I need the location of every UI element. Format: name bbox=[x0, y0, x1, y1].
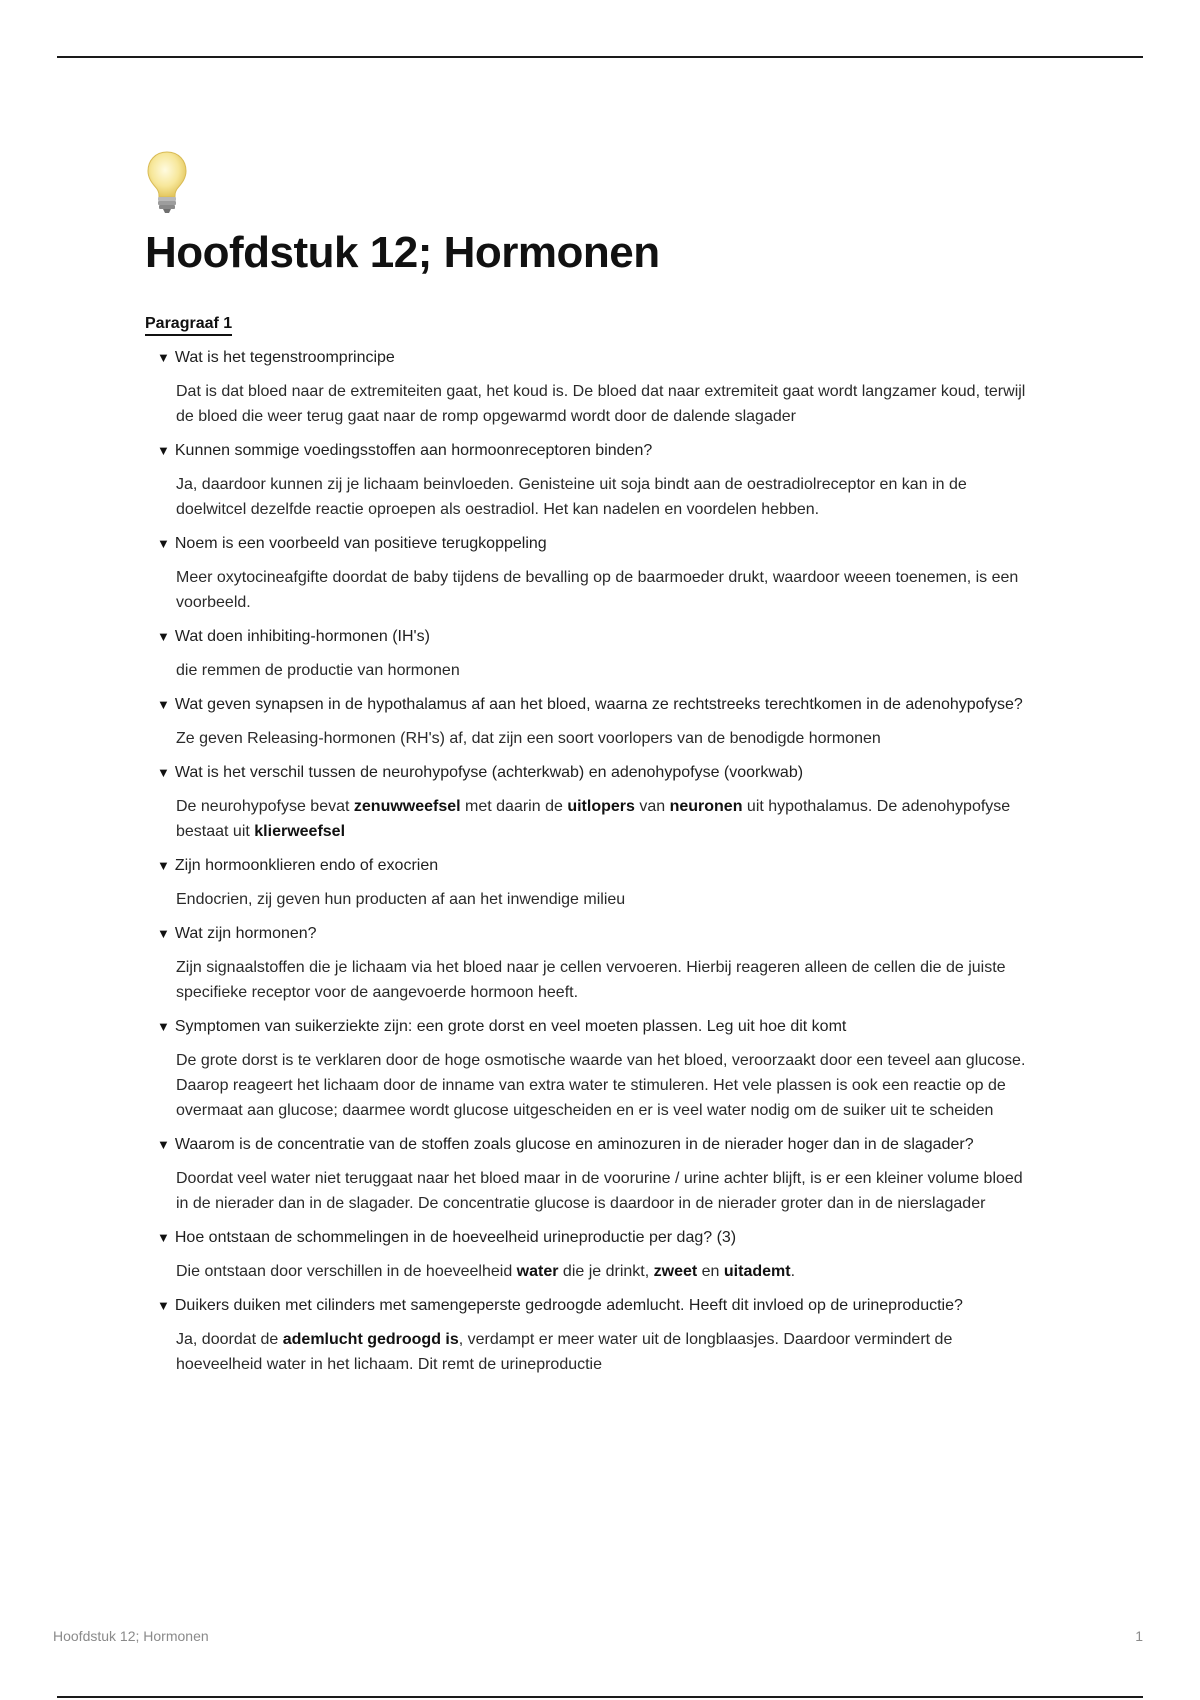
answer-text: die remmen de productie van hormonen bbox=[176, 662, 460, 680]
toggle-question-text: Noem is een voorbeeld van positieve terugkoppeling bbox=[174, 535, 547, 553]
toggle-block bbox=[157, 760, 1055, 844]
footer-rule bbox=[57, 1696, 1143, 1698]
toggle-answer bbox=[176, 565, 1055, 615]
toggle-question[interactable] bbox=[157, 760, 1055, 785]
bold-text: uitlopers bbox=[567, 798, 635, 816]
triangle-down-icon[interactable]: ▼ bbox=[157, 1137, 170, 1153]
toggle-question-text: Wat is het tegenstroomprincipe bbox=[174, 349, 395, 367]
bold-text: klierweefsel bbox=[254, 823, 346, 841]
triangle-down-icon[interactable]: ▼ bbox=[157, 536, 170, 552]
answer-text: Ja, daardoor kunnen zij je lichaam beinvloeden. Genisteine uit soja bindt aan de oestradiolreceptor en kan in de doelwitcel dezelfde reactie oproepen als oestradiol. Het kan nadelen en voordelen hebben. bbox=[176, 476, 967, 519]
toggle-block bbox=[157, 345, 1055, 429]
section-heading: Paragraaf 1 bbox=[145, 315, 232, 336]
triangle-down-icon[interactable]: ▼ bbox=[157, 765, 170, 781]
toggle-question[interactable] bbox=[157, 1225, 1055, 1250]
page-content bbox=[145, 150, 1055, 1377]
answer-text: Die ontstaan door verschillen in de hoeveelheid bbox=[176, 1263, 517, 1281]
toggle-answer bbox=[176, 379, 1055, 429]
toggle-question-text: Waarom is de concentratie van de stoffen zoals glucose en aminozuren in de nierader hoger dan in de slagader? bbox=[174, 1136, 974, 1154]
answer-text: en bbox=[697, 1263, 724, 1281]
toggle-question-text: Hoe ontstaan de schommelingen in de hoeveelheid urineproductie per dag? (3) bbox=[174, 1229, 737, 1247]
triangle-down-icon[interactable]: ▼ bbox=[157, 858, 170, 874]
answer-text: Endocrien, zij geven hun producten af aan het inwendige milieu bbox=[176, 891, 626, 909]
answer-text: De grote dorst is te verklaren door de hoge osmotische waarde van het bloed, veroorzaakt door een teveel aan glucose. Daarop reageert het lichaam door de inname van extra water te stimuleren. Het vele plassen is ook een reactie op de overmaat aan glucose; daarmee wordt glucose uitgescheiden en er is veel water nodig om de suiker uit te scheiden bbox=[176, 1052, 1026, 1120]
answer-text: met daarin de bbox=[460, 798, 568, 816]
toggle-question-text: Symptomen van suikerziekte zijn: een grote dorst en veel moeten plassen. Leg uit hoe dit komt bbox=[174, 1018, 847, 1036]
toggle-answer bbox=[176, 1166, 1055, 1216]
toggle-answer bbox=[176, 658, 1055, 683]
answer-text: Meer oxytocineafgifte doordat de baby tijdens de bevalling op de baarmoeder drukt, waardoor weeen toenemen, is een voorbeeld. bbox=[176, 569, 1019, 612]
toggle-question-text: Wat doen inhibiting-hormonen (IH's) bbox=[174, 628, 430, 646]
toggle-question[interactable] bbox=[157, 1014, 1055, 1039]
triangle-down-icon[interactable]: ▼ bbox=[157, 443, 170, 459]
bold-text: zenuwweefsel bbox=[353, 798, 461, 816]
toggle-question-text: Wat zijn hormonen? bbox=[174, 925, 317, 943]
bold-text: zweet bbox=[653, 1263, 698, 1281]
toggle-block bbox=[157, 438, 1055, 522]
toggle-question-text: Zijn hormoonklieren endo of exocrien bbox=[174, 857, 439, 875]
toggle-block bbox=[157, 1293, 1055, 1377]
answer-text: , verdampt er meer water uit de longblaasjes. Daardoor vermindert de hoeveelheid water in het lichaam. Dit remt de urineproductie bbox=[176, 1331, 953, 1374]
answer-text: die je drinkt, bbox=[558, 1263, 654, 1281]
answer-text: De neurohypofyse bevat bbox=[176, 798, 354, 816]
answer-text: Zijn signaalstoffen die je lichaam via het bloed naar je cellen vervoeren. Hierbij reageren alleen de cellen die de juiste specifieke receptor voor de aangevoerde hormoon heeft. bbox=[176, 959, 1006, 1002]
toggle-block bbox=[157, 921, 1055, 1005]
answer-text: Ja, doordat de bbox=[176, 1331, 283, 1349]
answer-text: uit hypothalamus. De adenohypofyse bestaat uit bbox=[176, 798, 1011, 841]
toggle-question[interactable] bbox=[157, 1132, 1055, 1157]
toggle-question[interactable] bbox=[157, 531, 1055, 556]
triangle-down-icon[interactable]: ▼ bbox=[157, 926, 170, 942]
toggle-question-text: Kunnen sommige voedingsstoffen aan hormoonreceptoren binden? bbox=[174, 442, 653, 460]
toggle-block bbox=[157, 1225, 1055, 1284]
toggle-question[interactable] bbox=[157, 1293, 1055, 1318]
toggle-answer bbox=[176, 955, 1055, 1005]
toggle-question-text: Duikers duiken met cilinders met samengeperste gedroogde ademlucht. Heeft dit invloed op de urineproductie? bbox=[174, 1297, 963, 1315]
toggle-answer bbox=[176, 887, 1055, 912]
answer-text: Ze geven Releasing-hormonen (RH's) af, dat zijn een soort voorlopers van de benodigde hormonen bbox=[176, 730, 881, 748]
toggle-answer bbox=[176, 794, 1055, 844]
toggle-block bbox=[157, 853, 1055, 912]
triangle-down-icon[interactable]: ▼ bbox=[157, 350, 170, 366]
header-rule bbox=[57, 56, 1143, 58]
bold-text: ademlucht gedroogd is bbox=[282, 1331, 459, 1349]
toggle-question-text: Wat geven synapsen in de hypothalamus af aan het bloed, waarna ze rechtstreeks terechtkomen in de adenohypofyse? bbox=[174, 696, 1023, 714]
triangle-down-icon[interactable]: ▼ bbox=[157, 697, 170, 713]
toggle-question[interactable] bbox=[157, 853, 1055, 878]
toggle-question[interactable] bbox=[157, 438, 1055, 463]
toggle-question[interactable] bbox=[157, 624, 1055, 649]
triangle-down-icon[interactable]: ▼ bbox=[157, 1019, 170, 1035]
toggle-answer bbox=[176, 726, 1055, 751]
footer-title: Hoofdstuk 12; Hormonen bbox=[53, 1628, 209, 1644]
toggle-block bbox=[157, 1132, 1055, 1216]
toggle-answer bbox=[176, 1327, 1055, 1377]
answer-text: Dat is dat bloed naar de extremiteiten gaat, het koud is. De bloed dat naar extremiteit gaat wordt langzamer koud, terwijl de bloed die weer terug gaat naar de romp opgewarmd wordt door de dalende slagader bbox=[176, 383, 1026, 426]
answer-text: Doordat veel water niet teruggaat naar het bloed maar in de voorurine / urine achter blijft, is er een kleiner volume bloed in de nierader dan in de slagader. De concentratie glucose is daardoor in de nierader groter dan in de nierslagader bbox=[176, 1170, 1023, 1213]
bold-text: uitademt bbox=[723, 1263, 791, 1281]
bold-text: water bbox=[516, 1263, 559, 1281]
answer-text: . bbox=[790, 1263, 796, 1281]
toggle-block bbox=[157, 1014, 1055, 1123]
toggle-answer bbox=[176, 1259, 1055, 1284]
toggle-block bbox=[157, 531, 1055, 615]
page-number: 1 bbox=[1135, 1628, 1143, 1644]
triangle-down-icon[interactable]: ▼ bbox=[157, 1230, 170, 1246]
answer-text: van bbox=[634, 798, 670, 816]
toggle-answer bbox=[176, 1048, 1055, 1123]
lightbulb-icon bbox=[145, 150, 189, 214]
triangle-down-icon[interactable]: ▼ bbox=[157, 1298, 170, 1314]
bold-text: neuronen bbox=[669, 798, 743, 816]
toggle-question[interactable] bbox=[157, 692, 1055, 717]
toggle-question-text: Wat is het verschil tussen de neurohypofyse (achterkwab) en adenohypofyse (voorkwab) bbox=[174, 764, 804, 782]
toggle-question[interactable] bbox=[157, 345, 1055, 370]
page-title: Hoofdstuk 12; Hormonen bbox=[145, 228, 660, 277]
triangle-down-icon[interactable]: ▼ bbox=[157, 629, 170, 645]
toggle-question[interactable] bbox=[157, 921, 1055, 946]
toggle-answer bbox=[176, 472, 1055, 522]
toggle-list bbox=[145, 345, 1055, 1377]
toggle-block bbox=[157, 624, 1055, 683]
toggle-block bbox=[157, 692, 1055, 751]
